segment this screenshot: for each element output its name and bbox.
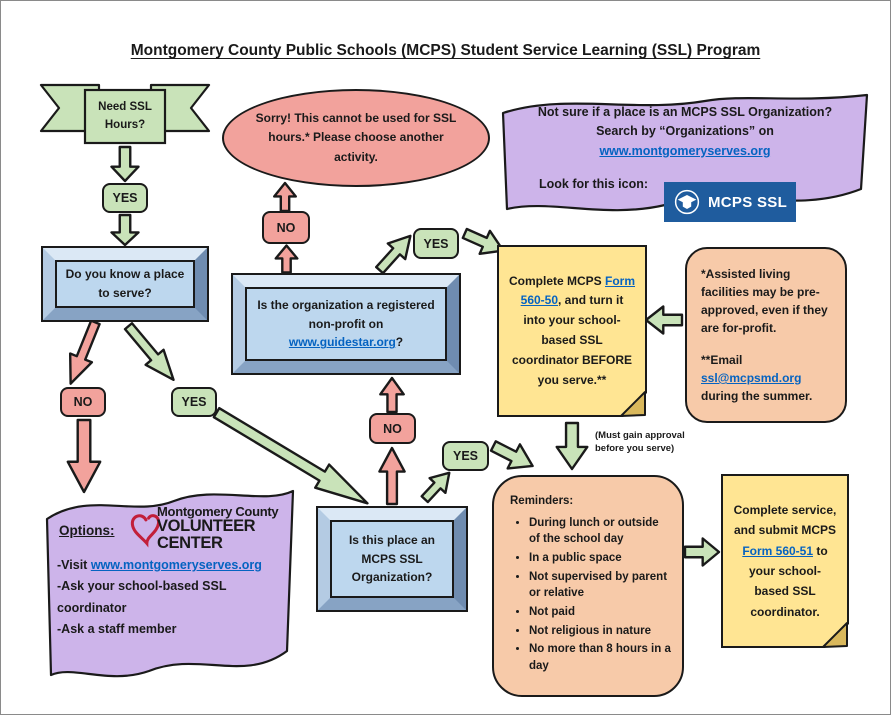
know-place-box: [41, 246, 209, 322]
chip-yes-mcpsorg: [442, 441, 489, 471]
info-line2: Search by “Organizations” on: [596, 124, 774, 139]
form-560-51-link[interactable]: Form 560-51: [742, 543, 814, 558]
form5051-post: to your school-based SSL coordinator.: [748, 543, 828, 619]
reminder-item: • Not paid: [529, 604, 672, 621]
arrow-nonprofit-to-no: [275, 246, 299, 273]
arrow-yes2-to-reminders: [487, 433, 540, 480]
icon-label: Look for this icon:: [539, 177, 649, 191]
mcps-ssl-badge-text: MCPS SSL: [708, 193, 788, 211]
chip-label: NO: [383, 421, 402, 436]
chip-label: YES: [423, 236, 449, 251]
reminder-item: • During lunch or outside of the school day: [529, 515, 672, 548]
chip-yes-nonprofit: [413, 228, 459, 259]
chip-no-mcpsorg: [369, 413, 416, 444]
arrow-no-to-sorry: [273, 183, 297, 211]
email-pre: **Email: [701, 353, 743, 367]
info-line1: Not sure if a place is an MCPS SSL Organization?: [537, 105, 833, 119]
chip-label: YES: [112, 191, 138, 205]
reminder-item: • Not religious in nature: [529, 623, 672, 640]
mcps-org-box: [316, 506, 468, 612]
nonprofit-text: [245, 287, 447, 361]
mcps-org-text: Is this place an MCPS SSL Organization?: [330, 520, 454, 598]
options-item-coordinator: -Ask your school-based SSL coordinator: [57, 579, 227, 615]
arrow-yes-to-knowplace: [110, 215, 140, 245]
reminders-list: [510, 515, 672, 675]
chip-label: NO: [73, 395, 93, 409]
montgomeryserves-link-top[interactable]: www.montgomeryserves.org: [599, 143, 771, 158]
chip-label: NO: [276, 220, 296, 235]
options-heading: Options:: [59, 523, 115, 538]
montgomeryserves-link-bottom[interactable]: www.montgomeryserves.org: [90, 558, 262, 572]
arrow-mcpsorg-to-no: [378, 448, 406, 504]
form-560-51-note: [721, 474, 849, 648]
email-post: during the summer.: [701, 389, 813, 403]
arrow-assisted-to-form5050: [646, 305, 682, 335]
arrow-mcpsorg-to-yes2: [416, 465, 458, 508]
form5050-post: , and turn it into your school-based SSL coordinator BEFORE you serve.**: [511, 293, 632, 387]
sorry-text: Sorry! This cannot be used for SSL hours.* Please choose another activity.: [255, 111, 457, 164]
arrow-knowplace-to-yes: [119, 318, 184, 388]
logo-line2: VOLUNTEER CENTER: [157, 517, 256, 552]
arrow-no-to-nonprofit: [379, 378, 405, 412]
start-banner: [41, 81, 209, 145]
chip-yes-need-hours: [102, 183, 148, 213]
assisted-para1: *Assisted living facilities may be pre-approved, even if they are for-profit.: [701, 267, 828, 335]
approval-caption: (Must gain approval before you serve): [595, 430, 685, 454]
nonprofit-post: ?: [395, 335, 404, 350]
reminder-item: • Not supervised by parent or relative: [529, 569, 672, 602]
form5050-pre: Complete MCPS: [509, 273, 606, 288]
folded-corner: [620, 390, 647, 417]
volunteer-center-logo: [127, 505, 301, 551]
arrow-reminders-to-form5051: [685, 537, 719, 567]
mcps-ssl-badge: [664, 182, 796, 222]
start-banner-label: Need SSL Hours?: [98, 101, 152, 131]
assisted-para2: [701, 351, 831, 405]
mcps-ssl-cap-icon: [673, 188, 701, 216]
logo-line1: Montgomery County: [157, 504, 279, 519]
nonprofit-pre: Is the organization a registered non-profit on: [257, 298, 435, 331]
reminders-box: [492, 475, 684, 697]
reminders-heading: Reminders:: [510, 495, 574, 507]
options-item-staff: -Ask a staff member: [57, 621, 177, 636]
arrow-knowplace-to-no: [59, 318, 108, 389]
reminder-item: • No more than 8 hours in a day: [529, 641, 672, 674]
sorry-ellipse: [222, 89, 490, 187]
reminder-item: • In a public space: [529, 550, 672, 567]
page-title: Montgomery County Public Schools (MCPS) Student Service Learning (SSL) Program: [130, 42, 761, 59]
guidestar-link[interactable]: www.guidestar.org: [288, 335, 396, 350]
assisted-living-note: [685, 247, 847, 423]
chip-no-nonprofit: [262, 211, 310, 244]
chip-yes-know-place: [171, 387, 217, 417]
chip-no-know-place: [60, 387, 106, 417]
form-560-50-note: [497, 245, 647, 417]
options-wave: [39, 479, 301, 691]
chip-label: YES: [181, 395, 207, 409]
arrow-form5050-to-reminders: [555, 423, 589, 469]
options-item-visit: -Visit www.montgomeryserves.org: [57, 558, 262, 572]
form5051-pre: Complete service, and submit MCPS: [733, 502, 837, 538]
ssl-email-link[interactable]: ssl@mcpsmd.org: [701, 371, 802, 385]
nonprofit-box: [231, 273, 461, 375]
know-place-text: Do you know a place to serve?: [55, 260, 195, 308]
folded-corner: [822, 621, 849, 648]
chip-label: YES: [452, 449, 478, 463]
form-560-50-link[interactable]: Form 560-50: [520, 273, 636, 308]
arrow-banner-to-yes: [110, 147, 140, 181]
